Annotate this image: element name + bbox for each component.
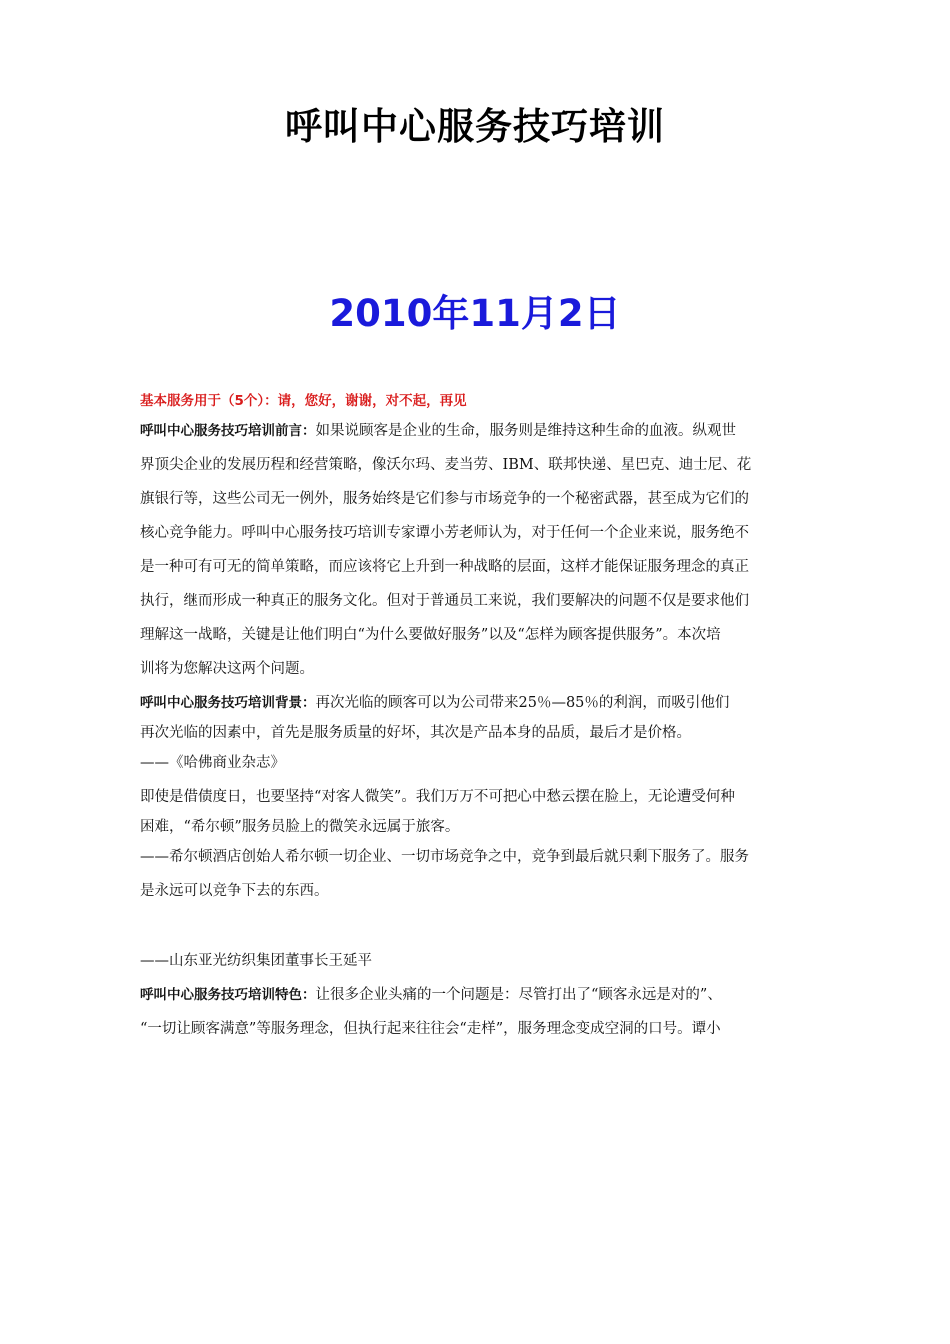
basic-service-phrases-text: 基本服务用于（5个）：请，您好，谢谢，对不起，再见 xyxy=(140,393,467,409)
background-label: 呼叫中心服务技巧培训背景： xyxy=(140,695,316,711)
preface-label: 呼叫中心服务技巧培训前言： xyxy=(140,423,316,439)
body-line: 训将为您解决这两个问题。 xyxy=(140,661,314,677)
document-title: 呼叫中心服务技巧培训 xyxy=(285,105,665,148)
basic-service-phrases xyxy=(140,388,820,414)
background-line-1 xyxy=(140,686,820,720)
body-line: “一切让顾客满意”等服务理念，但执行起来往往会“走样”，服务理念变成空洞的口号。谭小 xyxy=(140,1021,721,1037)
body-line: 是永远可以竞争下去的东西。 xyxy=(140,883,329,899)
document-body xyxy=(140,388,820,1046)
body-line: 是一种可有可无的简单策略，而应该将它上升到一种战略的层面，这样才能保证服务理念的真正 xyxy=(140,559,749,575)
features-label: 呼叫中心服务技巧培训特色： xyxy=(140,987,316,1003)
body-line: 执行，继而形成一种真正的服务文化。但对于普通员工来说，我们要解决的问题不仅是要求他们 xyxy=(140,593,749,609)
features-line-1 xyxy=(140,978,820,1012)
background-text: 再次光临的顾客可以为公司带来25％—85％的利润，而吸引他们 xyxy=(315,695,730,711)
features-text: 让很多企业头痛的一个问题是：尽管打出了“顾客永远是对的”、 xyxy=(315,987,722,1003)
quote-source-hbr: ——《哈佛商业杂志》 xyxy=(140,755,285,771)
body-line: 理解这一战略，关键是让他们明白“为什么要做好服务”以及“怎样为顾客提供服务”。本次培 xyxy=(140,627,721,643)
body-line: 界顶尖企业的发展历程和经营策略，像沃尔玛、麦当劳、IBM、联邦快递、星巴克、迪士尼、花 xyxy=(140,457,752,473)
quote-source-hilton: ——希尔顿酒店创始人希尔顿一切企业、一切市场竞争之中，竞争到最后就只剩下服务了。服务 xyxy=(140,849,749,865)
document-date: 2010年11月2日 xyxy=(329,292,621,335)
body-line: 即使是借债度日，也要坚持“对客人微笑”。我们万万不可把心中愁云摆在脸上，无论遭受何种 xyxy=(140,789,735,805)
preface-text: 如果说顾客是企业的生命，服务则是维持这种生命的血液。纵观世 xyxy=(315,423,736,439)
body-line: 旗银行等，这些公司无一例外，服务始终是它们参与市场竞争的一个秘密武器，甚至成为它们的 xyxy=(140,491,749,507)
preface-line-1 xyxy=(140,414,820,448)
quote-source-wang: ——山东亚光纺织集团董事长王延平 xyxy=(140,953,372,969)
body-line: 再次光临的因素中，首先是服务质量的好坏，其次是产品本身的品质，最后才是价格。 xyxy=(140,725,691,741)
body-line: 困难，“希尔顿”服务员脸上的微笑永远属于旅客。 xyxy=(140,819,460,835)
body-line: 核心竞争能力。呼叫中心服务技巧培训专家谭小芳老师认为，对于任何一个企业来说，服务绝不 xyxy=(140,525,749,541)
